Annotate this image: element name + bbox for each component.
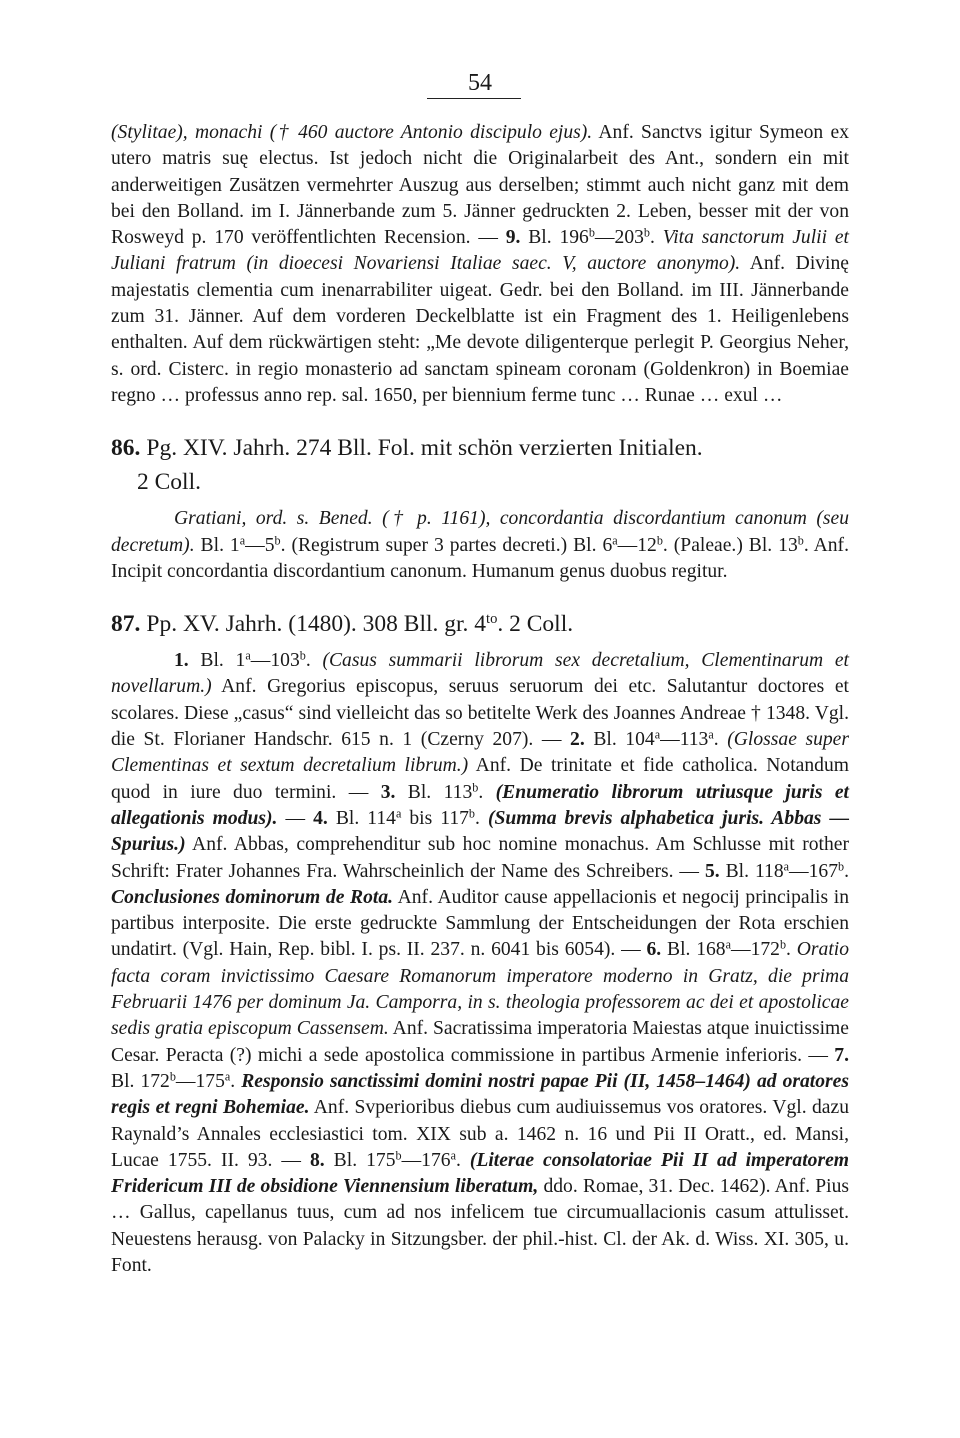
paragraph-text: . xyxy=(649,227,663,249)
paragraph-text: Bl. 113 xyxy=(395,781,473,803)
work-title: Gratiani, ord. s. Bened. († p. 1161), concordantia discordantium canonum (seu decretum). xyxy=(111,508,849,556)
item-number: 9. xyxy=(505,227,521,249)
folio-side: b xyxy=(274,532,281,547)
item-number: 7. xyxy=(834,1044,849,1066)
paragraph-text: . xyxy=(844,860,849,882)
paragraph-text: Bl. 1 xyxy=(194,534,240,556)
item-number: 4. xyxy=(313,807,328,829)
folio-side: b xyxy=(838,858,845,873)
paragraph-text: Bl. 196 xyxy=(520,227,589,249)
folio-side: a xyxy=(783,858,790,873)
entry-number: 86. xyxy=(111,435,141,462)
paragraph-text: Anf. Auditor cause appellacionis et negocij principalis in partibus interposite. Die erste gedruckte Sammlung der Entscheidungen der Rota erschien undatirt. (Vgl. Hain, Rep. bibl. I. ps. II. 237. n. 6041 bis 6054). — xyxy=(111,886,849,961)
item-number: 8. xyxy=(309,1149,325,1171)
item-number: 6. xyxy=(646,939,662,961)
work-title: Responsio sanctissimi domini nostri papae Pii (II, 1458–1464) ad oratores regis et regni Bohemiae. xyxy=(111,1070,849,1119)
folio-side: a xyxy=(708,727,714,742)
entry-heading-87 xyxy=(111,608,849,640)
item-number: 2. xyxy=(570,729,585,751)
work-title: (Summa brevis alphabetica juris. Abbas — Spurius.) xyxy=(111,807,850,856)
paragraph-text: —5 xyxy=(245,534,275,556)
folio-side: b xyxy=(472,779,479,794)
continued-entry-paragraph xyxy=(111,120,849,409)
folio-side: b xyxy=(299,648,306,663)
paragraph-text: . xyxy=(475,807,488,829)
entry-description: Pp. XV. Jahrh. (1480). 308 Bll. gr. 4 xyxy=(146,611,487,638)
entry-heading-86 xyxy=(111,432,849,498)
folio-side: b xyxy=(468,806,475,821)
paragraph-text: bis 117 xyxy=(401,807,469,829)
paragraph-text: Anf. Gregorius episcopus, seruus seruorum dei etc. Salutantur doctores et scolares. Diese „casus“ sind vielleicht das so betitelte Werk des Joannes Andreae † 1348. Vgl. die St. Florianer Handschr. 615 n. 1 (Czerny 207). — xyxy=(111,676,849,751)
work-title: Conclusiones dominorum de Rota. xyxy=(111,886,394,908)
work-title: (Casus summarii librorum sex decretalium, Clementinarum et novellarum.) xyxy=(111,650,849,698)
folio-side: b xyxy=(395,1148,402,1163)
folio-side: b xyxy=(656,532,663,547)
paragraph-text: . (Registrum super 3 partes decreti.) Bl. 6 xyxy=(280,534,613,556)
paragraph-text: —203 xyxy=(594,227,644,249)
paragraph-text: . Anf. Incipit concordantia discordantium canonum. Humanum genus duobus regitur. xyxy=(111,534,849,582)
paragraph-text: —175 xyxy=(175,1070,225,1092)
paragraph-text: Bl. 1 xyxy=(188,650,246,672)
folio-side: b xyxy=(797,532,804,547)
paragraph-text: Anf. Divinę majestatis clementia cum inenarrabiliter uigeat. Gedr. bei den Bolland. im III. Jännerbande zum 31. Jänner. Auf dem vorderen Deckelblatte ist ein Fragment des 1. Heiligenlebens enthalten. Auf dem rückwärtigen steht: „Me devote diligenterque perlegit P. Georgius Neher, s. ord. Cisterc. in regio monasterio ad sanctam spineam coronam (Goldenkron) in Boemiae regno … professus anno rep. sal. 1650, per biennium ferme tunc … Runae … exul … xyxy=(111,253,849,406)
folio-side: a xyxy=(654,727,661,742)
paragraph-text: . xyxy=(305,650,323,672)
entry-86-paragraph xyxy=(111,506,849,585)
work-title: Oratio facta coram invictissimo Caesare Romanorum imperatore moderno in Gratz, die prima Februarii 1476 per dominum Ja. Camporra, in s. theologia professorem ac dei et apostolicae sedis gratia episcopum Cassensem. xyxy=(111,939,850,1040)
folio-side: b xyxy=(779,937,787,952)
page-number: 54 xyxy=(468,70,492,96)
paragraph-text: . xyxy=(478,781,496,803)
entry-description: Pg. XIV. Jahrh. 274 Bll. Fol. mit schön verzierten Initialen. xyxy=(146,435,703,462)
paragraph-text: Anf. Abbas, comprehenditur sub hoc nomine monachus. Am Schlusse mit rother Schrift: Frater Johannes Fra. Wahrscheinlich der Name des Schreibers. — xyxy=(111,834,849,882)
paragraph-text: Bl. 114 xyxy=(327,807,396,829)
work-title: (Literae consolatoriae Pii II ad imperatorem Fridericum III de obsidione Viennensium liberatum, xyxy=(111,1149,850,1198)
item-number: 1. xyxy=(174,650,189,672)
format-superscript: to xyxy=(486,611,498,628)
paragraph-text: —12 xyxy=(617,534,657,556)
paragraph-text: . xyxy=(786,939,797,961)
entry-number: 87. xyxy=(111,611,141,638)
paragraph-text: Bl. 172 xyxy=(111,1070,170,1092)
paragraph-text: Anf. Sacratissima imperatoria Maiestas atque inuictissime Cesar. Peracta (?) michi a sede apostolica commissione in partibus Armenie inferioris. — xyxy=(111,1018,849,1066)
paragraph-text: . xyxy=(713,729,728,751)
work-title: (Glossae super Clementinas et sextum decretalium librum.) xyxy=(111,729,850,777)
paragraph-text: Bl. 168 xyxy=(661,939,726,961)
paragraph-text: Anf. Sanctvs igitur Symeon ex utero matris suę electus. Ist jedoch nicht die Originalarbeit des Ant., sondern ein mit anderweitigen Zusätzen vermehrter Auszug aus derselben; stimmt auch nicht ganz mit dem bei den Bolland. im I. Jännerbande zum 5. Jänner gedruckten 2. Leben, besser mit der von Rosweyd p. 170 veröffentlichten Recension. — xyxy=(111,122,849,249)
paragraph-text: —172 xyxy=(730,939,780,961)
page-number-rule xyxy=(427,98,521,99)
work-title: (Enumeratio librorum utriusque juris et allegationis modus). xyxy=(111,781,849,829)
work-title: Vita sanctorum Julii et Juliani fratrum (in dioecesi Novariensi Italiae saec. V, auctore anonymo). xyxy=(111,227,849,275)
item-number: 5. xyxy=(704,860,720,882)
paragraph-text: —103 xyxy=(250,650,300,672)
folio-side: a xyxy=(725,937,731,952)
folio-side: a xyxy=(395,806,402,821)
paragraph-text: —113 xyxy=(660,729,709,751)
folio-side: a xyxy=(612,532,618,547)
paragraph-text: —176 xyxy=(401,1149,451,1171)
paragraph-text: Bl. 118 xyxy=(719,860,784,882)
paragraph-text: Anf. De trinitate et fide catholica. Notandum quod in iure duo termini. — xyxy=(111,755,849,803)
paragraph-text: ddo. Romae, 31. Dec. 1462). Anf. Pius … Gallus, capellanus tuus, cum ad nos infelicem tue circumuallacionis casum attulisset. Neuestens herausg. von Palacky in Sitzungsber. der phil.-hist. Cl. der Ak. d. Wiss. XI. 305, u. Font. xyxy=(111,1176,849,1276)
paragraph-text: . xyxy=(455,1149,470,1171)
paragraph-text: Bl. 175 xyxy=(324,1149,396,1171)
paragraph-text: . xyxy=(230,1070,242,1092)
page-body xyxy=(111,120,849,1279)
entry-description: . 2 Coll. xyxy=(497,611,574,638)
paragraph-text: — xyxy=(277,807,314,829)
work-title: (Stylitae), monachi († 460 auctore Antonio discipulo ejus). xyxy=(111,122,593,143)
paragraph-text: . (Paleae.) Bl. 13 xyxy=(662,534,798,556)
folio-side: a xyxy=(245,648,251,663)
folio-side: a xyxy=(224,1069,231,1084)
folio-side: a xyxy=(239,532,246,547)
folio-side: b xyxy=(169,1069,176,1084)
folio-side: b xyxy=(643,225,650,240)
folio-side: a xyxy=(450,1148,456,1163)
paragraph-text: Anf. Svperioribus diebus cum audiuissemus vos oratores. Vgl. dazu Raynald’s Annales ecclesiastici tom. XIX sub a. 1462 n. 16 und Pii II Oratt., ed. Mansi, Lucae 1755. II. 93. — xyxy=(111,1097,849,1171)
paragraph-text: —167 xyxy=(789,860,839,882)
folio-side: b xyxy=(588,225,595,240)
entry-columns: 2 Coll. xyxy=(137,469,201,496)
item-number: 3. xyxy=(380,781,396,803)
entry-87-paragraph xyxy=(111,648,849,1279)
paragraph-text: Bl. 104 xyxy=(584,729,655,751)
